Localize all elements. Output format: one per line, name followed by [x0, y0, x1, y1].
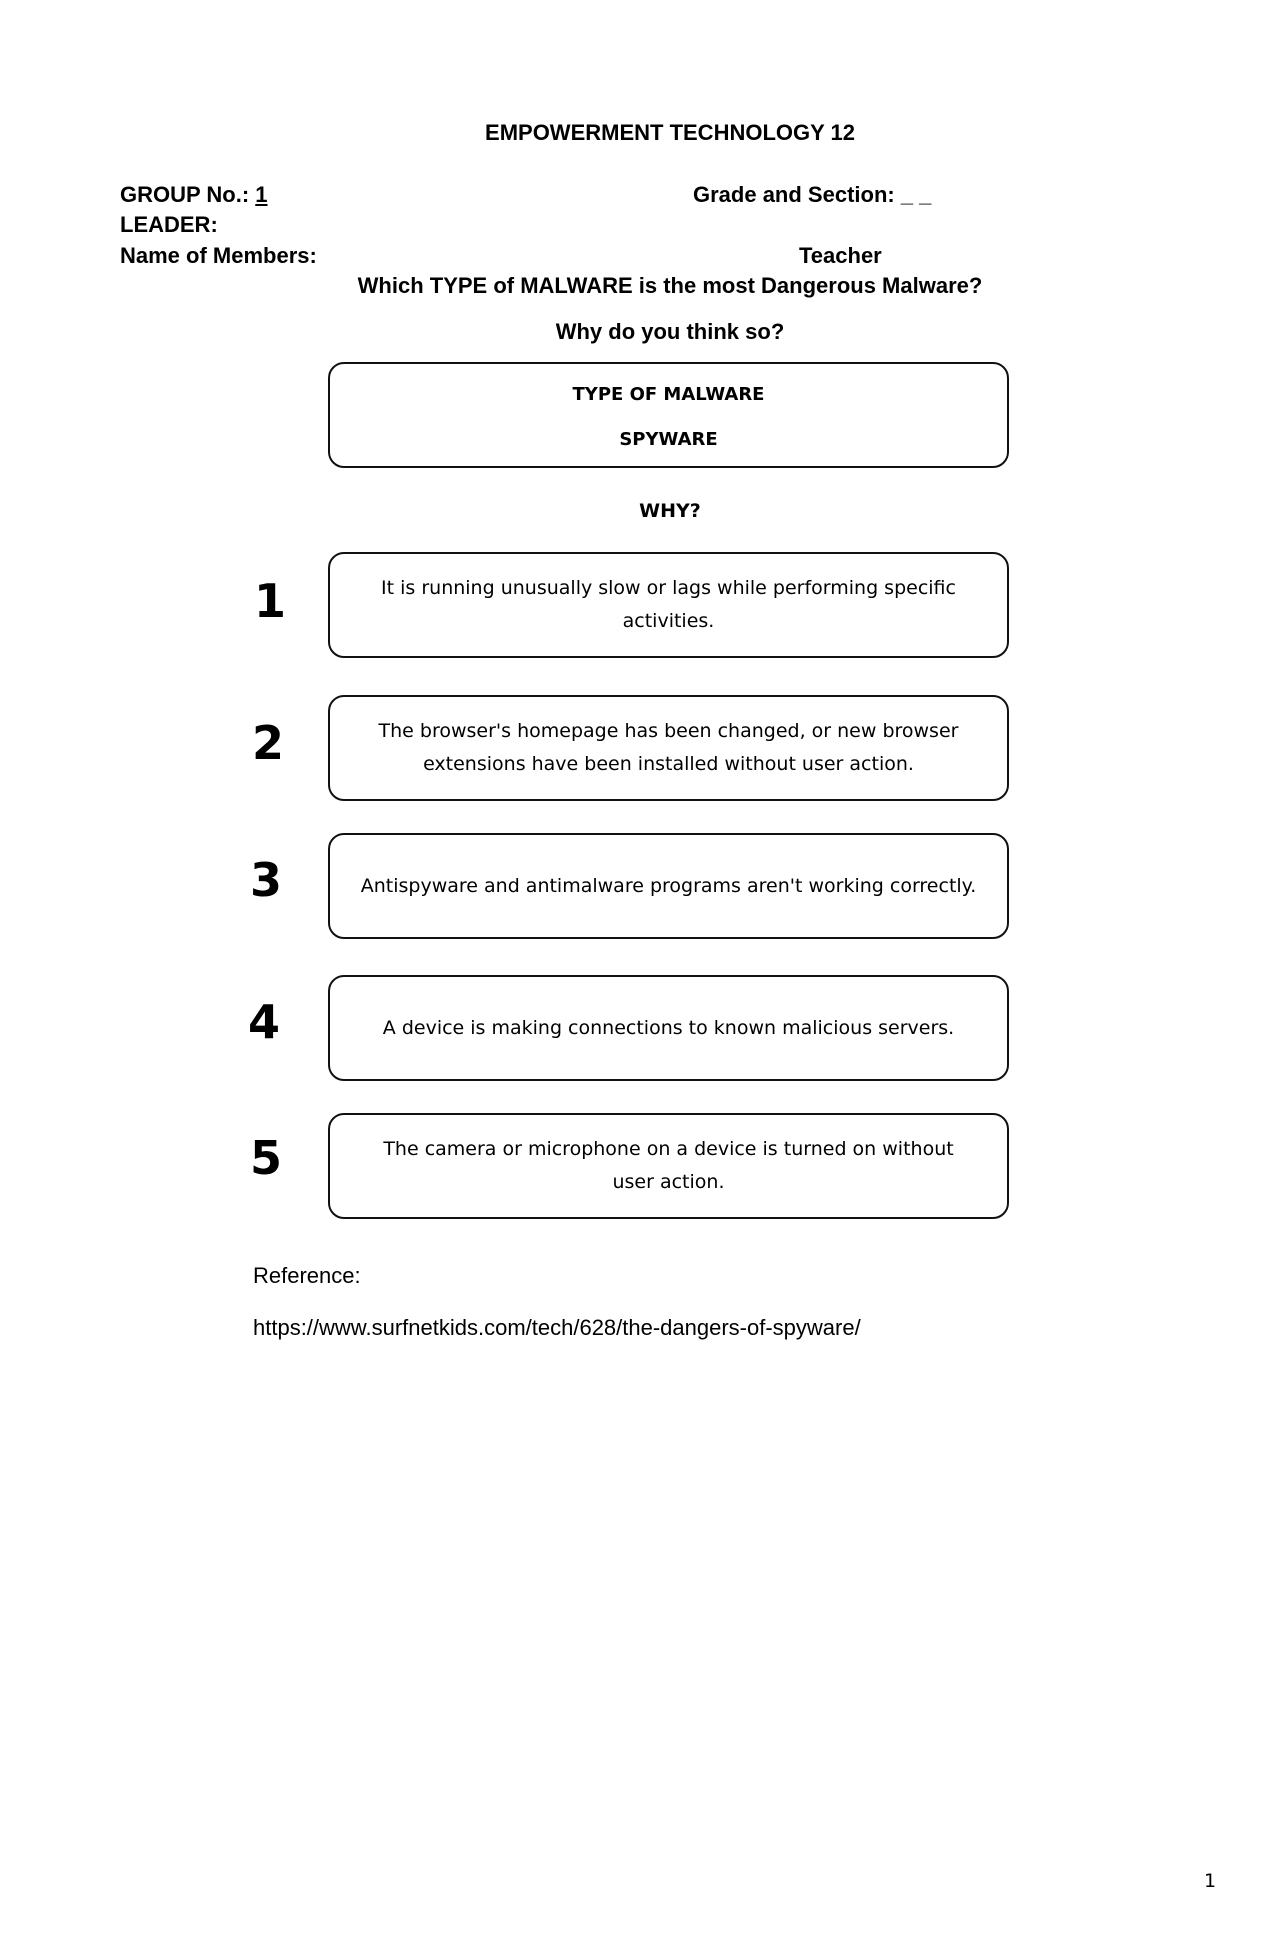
reason-box	[328, 833, 1009, 939]
reason-number: 1	[253, 574, 286, 628]
reason-number: 4	[247, 995, 280, 1049]
group-number	[120, 182, 268, 208]
type-value: SPYWARE	[619, 429, 718, 450]
page-number: 1	[1204, 1870, 1217, 1892]
reason-text: A device is making connections to known malicious servers.	[382, 1016, 955, 1039]
reference-label: Reference:	[253, 1263, 361, 1288]
malware-type-box	[328, 362, 1009, 468]
main-question: Which TYPE of MALWARE is the most Dangerous Malware?	[357, 273, 983, 298]
group-label: GROUP No.:	[120, 182, 256, 207]
why-label: WHY?	[639, 500, 701, 522]
reason-text: The camera or microphone on a device is turned on without user action.	[383, 1138, 954, 1193]
reason-number: 2	[251, 716, 284, 770]
reason-number: 5	[249, 1131, 282, 1185]
reference-url[interactable]: https://www.surfnetkids.com/tech/628/the-dangers-of-spyware/	[253, 1315, 861, 1340]
reason-text: It is running unusually slow or lags while performing specific activities.	[381, 577, 956, 632]
type-header: TYPE OF MALWARE	[572, 384, 765, 405]
reason-box	[328, 552, 1009, 658]
members-label: Name of Members:	[120, 243, 317, 268]
grade-section: Grade and Section: _ _	[693, 182, 932, 207]
reason-text: The browser's homepage has been changed, or new browser extensions have been installed without user action.	[378, 720, 959, 775]
reason-box	[328, 695, 1009, 801]
group-value: 1	[255, 182, 268, 207]
leader-label: LEADER:	[120, 212, 218, 237]
teacher-label: Teacher	[799, 243, 882, 268]
reason-text: Antispyware and antimalware programs aren't working correctly.	[360, 874, 977, 897]
document-title: EMPOWERMENT TECHNOLOGY 12	[485, 120, 855, 145]
reason-box	[328, 975, 1009, 1081]
reason-box	[328, 1113, 1009, 1219]
reason-number: 3	[249, 853, 282, 907]
sub-question: Why do you think so?	[555, 319, 785, 344]
